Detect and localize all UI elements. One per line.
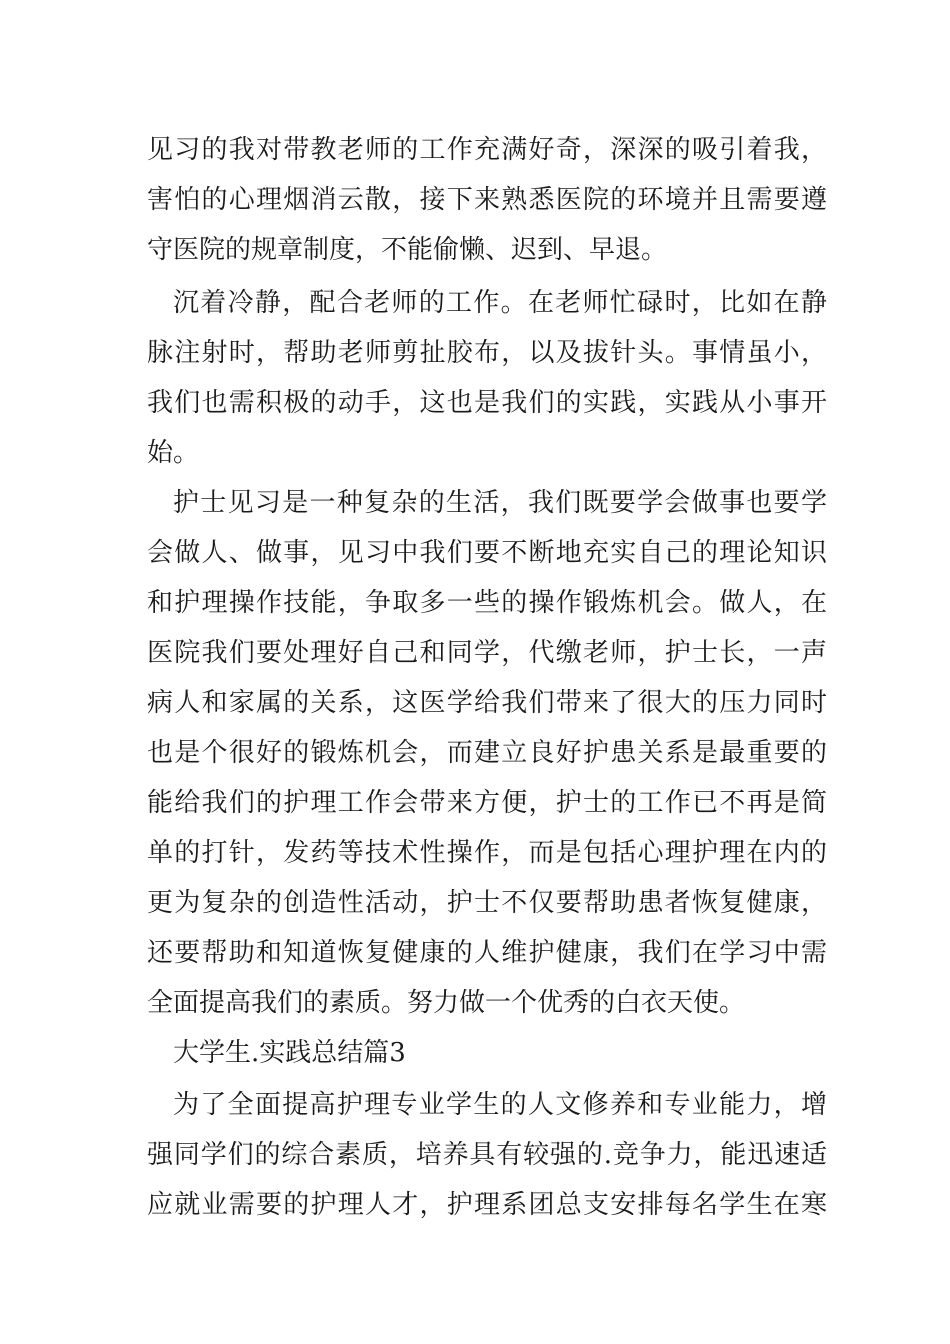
text-line: 和护理操作技能，争取多一些的操作锻炼机会。做人，在	[147, 588, 827, 618]
text-line: 强同学们的综合素质，培养具有较强的.竞争力，能迅速适	[147, 1140, 827, 1170]
text-line: 脉注射时，帮助老师剪扯胶布，以及拔针头。事情虽小，	[147, 338, 827, 368]
text-line: 应就业需要的护理人才，护理系团总支安排每名学生在寒	[147, 1190, 827, 1220]
text-line: 单的打针，发药等技术性操作，而是包括心理护理在内的	[147, 838, 827, 868]
text-line: 沉着冷静，配合老师的工作。在老师忙碌时，比如在静	[173, 288, 827, 318]
section-heading: 大学生.实践总结篇3	[173, 1038, 406, 1068]
text-line: 全面提高我们的素质。努力做一个优秀的白衣天使。	[147, 988, 746, 1018]
text-line: 还要帮助和知道恢复健康的人维护健康，我们在学习中需	[147, 938, 827, 968]
text-line: 见习的我对带教老师的工作充满好奇，深深的吸引着我，	[147, 135, 827, 165]
text-line: 会做人、做事，见习中我们要不断地充实自己的理论知识	[147, 538, 827, 568]
text-line: 我们也需积极的动手，这也是我们的实践，实践从小事开	[147, 388, 827, 418]
text-line: 始。	[147, 438, 200, 468]
text-line: 也是个很好的锻炼机会，而建立良好护患关系是最重要的	[147, 738, 827, 768]
text-line: 为了全面提高护理专业学生的人文修养和专业能力，增	[173, 1090, 827, 1120]
text-line: 能给我们的护理工作会带来方便，护士的工作已不再是简	[147, 788, 827, 818]
text-line: 守医院的规章制度，不能偷懒、迟到、早退。	[147, 235, 668, 265]
text-line: 医院我们要处理好自己和同学，代缴老师，护士长，一声	[147, 638, 827, 668]
text-line: 护士见习是一种复杂的生活，我们既要学会做事也要学	[173, 488, 827, 518]
text-line: 害怕的心理烟消云散，接下来熟悉医院的环境并且需要遵	[147, 185, 827, 215]
text-line: 更为复杂的创造性活动，护士不仅要帮助患者恢复健康，	[147, 888, 827, 918]
text-line: 病人和家属的关系，这医学给我们带来了很大的压力同时	[147, 688, 827, 718]
